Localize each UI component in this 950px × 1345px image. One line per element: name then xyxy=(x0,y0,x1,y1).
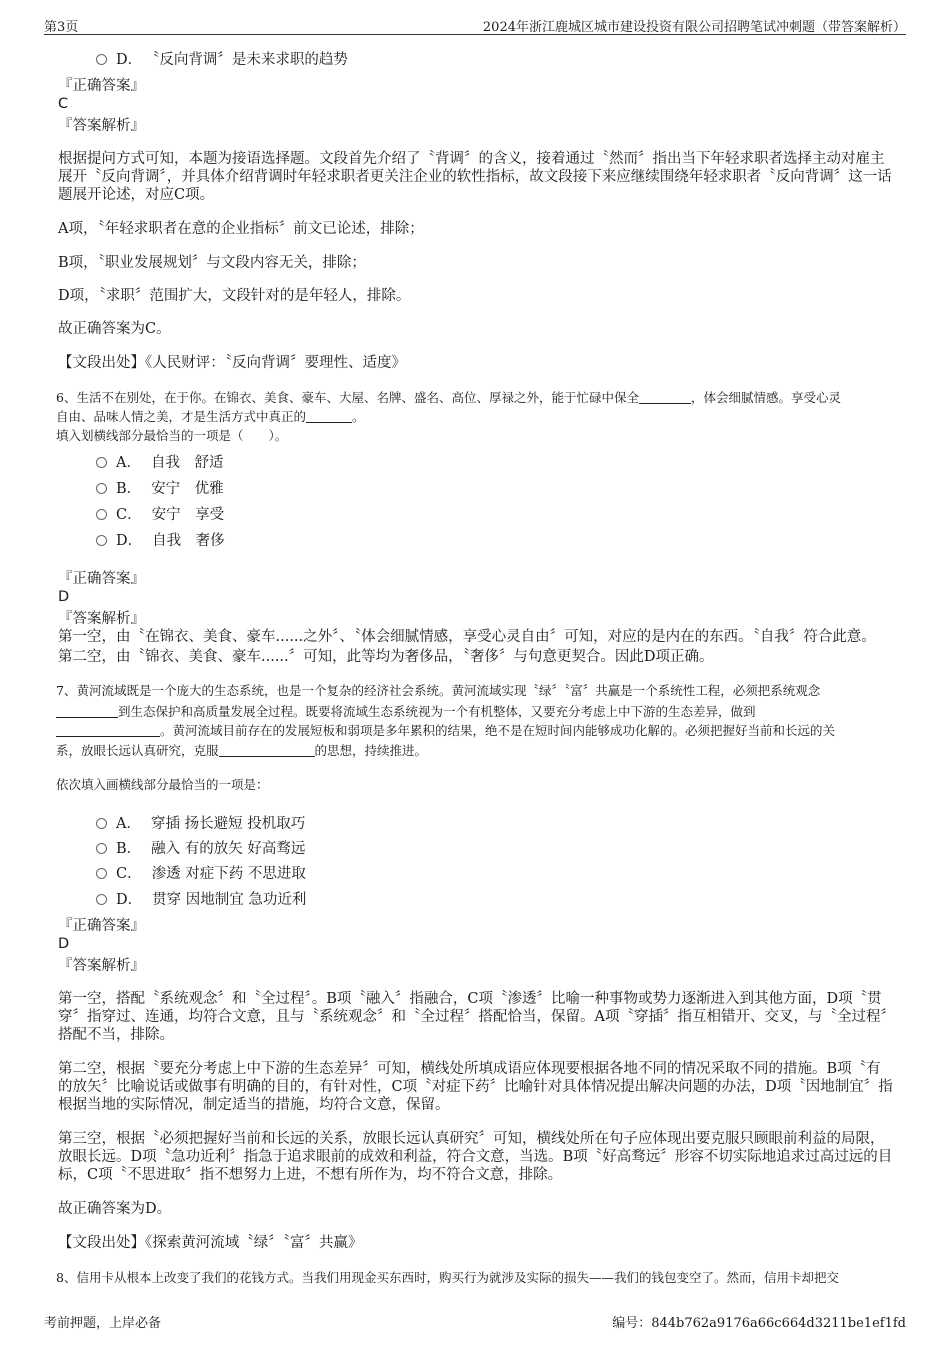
q6-blank-2 xyxy=(306,410,352,423)
q7-stem-line2: 到生态保护和高质量发展全过程。既要将流域生态系统视为一个有机整体，又要充分考虑上中下游的生态差异，做到 xyxy=(56,703,756,721)
prev-answer-label: 『正确答案』 xyxy=(58,78,145,94)
q7-stem-line3: 。黄河流域目前存在的发展短板和弱项是多年累积的结果，绝不是在短时间内能够成功化解的。必须把握好当前和长远的关 xyxy=(56,722,835,740)
prev-analysis-p4: D项，〝求职〞范围扩大，文段针对的是年轻人，排除。 xyxy=(58,288,411,304)
page-number: 第3页 xyxy=(44,20,79,35)
q6-blank-1 xyxy=(639,391,691,404)
q7-prompt: 依次填入画横线部分最恰当的一项是： xyxy=(56,777,269,792)
prev-analysis-label: 『答案解析』 xyxy=(58,118,145,134)
page-header xyxy=(44,14,906,35)
q6-answer: D xyxy=(58,589,70,605)
q7-analysis-p3: 第三空，根据〝必须把握好当前和长远的关系，放眼长远认真研究〞可知，横线处所在句子应体现出要克服只顾眼前利益的局限，放眼长远。D项〝急功近利〞指急于追求眼前的成效和利益，符合文意，当选。B项〝好高骛远〞形容不切实际地追求过高过远的目标，C项〝不思进取〞指不想努力上进，不想有所作为，均不符合文意，排除。 xyxy=(58,1131,893,1183)
footer-slogan: 考前押题，上岸必备 xyxy=(44,1316,162,1331)
q6-option-d[interactable]: D． 自我 奢侈 xyxy=(96,529,225,550)
prev-analysis-p5: 故正确答案为C。 xyxy=(58,321,171,337)
prev-analysis-p3: B项，〝职业发展规划〞与文段内容无关，排除； xyxy=(58,255,366,271)
radio-icon[interactable] xyxy=(96,509,107,520)
q7-blank-3 xyxy=(219,744,315,757)
q7-source: 【文段出处】《探索黄河流域〝绿〞〝富〞共赢》 xyxy=(58,1235,363,1251)
q6-analysis-label: 『答案解析』 xyxy=(58,611,145,627)
q6-answer-label: 『正确答案』 xyxy=(58,571,145,587)
q6-option-b[interactable]: B． 安宁 优雅 xyxy=(96,477,224,498)
q6-option-c[interactable]: C． 安宁 享受 xyxy=(96,503,224,524)
q7-blank-2 xyxy=(56,724,160,737)
prev-option-d[interactable]: D． 〝反向背调〞是未来求职的趋势 xyxy=(96,48,348,69)
q8-stem-line1: 8、信用卡从根本上改变了我们的花钱方式。当我们用现金买东西时，购买行为就涉及实际的损失——我们的钱包变空了。然而，信用卡却把交 xyxy=(56,1270,839,1285)
q6-stem-line2: 自由、品味人情之美，才是生活方式中真正的 。 xyxy=(56,409,365,424)
q7-option-c[interactable]: C． 渗透 对症下药 不思进取 xyxy=(96,862,306,883)
q7-option-a[interactable]: A． 穿插 扬长避短 投机取巧 xyxy=(96,812,305,833)
radio-icon[interactable] xyxy=(96,535,107,546)
radio-icon[interactable] xyxy=(96,843,107,854)
q7-blank-1 xyxy=(56,705,118,718)
prev-analysis-p1: 根据提问方式可知，本题为接语选择题。文段首先介绍了〝背调〞的含义，接着通过〝然而〞指出当下年轻求职者选择主动对雇主展开〝反向背调〞，并具体介绍背调时年轻求职者更关注企业的软性指标，故文段接下来应继续围绕年轻求职者〝反向背调〞这一话题展开论述，对应C项。 xyxy=(58,151,892,203)
q7-stem-line1: 7、黄河流域既是一个庞大的生态系统，也是一个复杂的经济社会系统。黄河流域实现〝绿〞〝富〞共赢是一个系统性工程，必须把系统观念 xyxy=(56,683,821,698)
q7-analysis-p1: 第一空，搭配〝系统观念〞和〝全过程〞。B项〝融入〞指融合，C项〝渗透〞比喻一种事物或势力逐渐进入到其他方面，D项〝贯穿〞指穿过、连通，均符合文意，且与〝系统观念〞和〝全过程〞搭配恰当，保留。A项〝穿插〞指互相错开、交叉，与〝全过程〞搭配不当，排除。 xyxy=(58,991,888,1043)
radio-icon[interactable] xyxy=(96,54,107,65)
q6-option-a[interactable]: A． 自我 舒适 xyxy=(96,451,223,472)
q7-analysis-p4: 故正确答案为D。 xyxy=(58,1201,172,1217)
radio-icon[interactable] xyxy=(96,894,107,905)
document-title: 2024年浙江鹿城区城市建设投资有限公司招聘笔试冲刺题（带答案解析） xyxy=(482,20,906,35)
q7-stem-line4: 系，放眼长远认真研究，克服 的思想，持续推进。 xyxy=(56,743,428,758)
prev-answer: C xyxy=(58,96,69,112)
q7-option-d[interactable]: D． 贯穿 因地制宜 急功近利 xyxy=(96,888,306,909)
q7-answer-label: 『正确答案』 xyxy=(58,918,145,934)
prev-source: 【文段出处】《人民财评：〝反向背调〞要理性、适度》 xyxy=(58,355,406,371)
radio-icon[interactable] xyxy=(96,457,107,468)
radio-icon[interactable] xyxy=(96,818,107,829)
q7-option-b[interactable]: B． 融入 有的放矢 好高骛远 xyxy=(96,837,305,858)
q6-analysis-p1: 第一空，由〝在锦衣、美食、豪车......之外〞、〝体会细腻情感，享受心灵自由〞可知，对应的是内在的东西。〝自我〞符合此意。 xyxy=(58,629,876,645)
radio-icon[interactable] xyxy=(96,483,107,494)
document-id: 编号：844b762a9176a66c664d3211be1ef1fd xyxy=(612,1316,906,1331)
q6-stem-line1: 6、生活不在别处，在于你。在锦衣、美食、豪车、大屋、名牌、盛名、高位、厚禄之外，能于忙碌中保全 ，体会细腻情感。享受心灵 xyxy=(56,390,841,405)
q7-answer: D xyxy=(58,936,70,952)
radio-icon[interactable] xyxy=(96,868,107,879)
prev-analysis-p2: A项，〝年轻求职者在意的企业指标〞前文已论述，排除； xyxy=(58,221,424,237)
q6-analysis-p2: 第二空，由〝锦衣、美食、豪车......〞可知，此等均为奢侈品，〝奢侈〞与句意更契合。因此D项正确。 xyxy=(58,649,714,665)
q7-analysis-p2: 第二空，根据〝要充分考虑上中下游的生态差异〞可知，横线处所填成语应体现要根据各地不同的情况采取不同的措施。B项〝有的放矢〞比喻说话或做事有明确的目的，有针对性，C项〝对症下药〞比喻针对具体情况提出解决问题的办法，D项〝因地制宜〞指根据当地的实际情况，制定适当的措施，均符合文意，保留。 xyxy=(58,1061,893,1113)
q6-prompt: 填入划横线部分最恰当的一项是（ ）。 xyxy=(56,428,288,443)
q7-analysis-label: 『答案解析』 xyxy=(58,958,145,974)
